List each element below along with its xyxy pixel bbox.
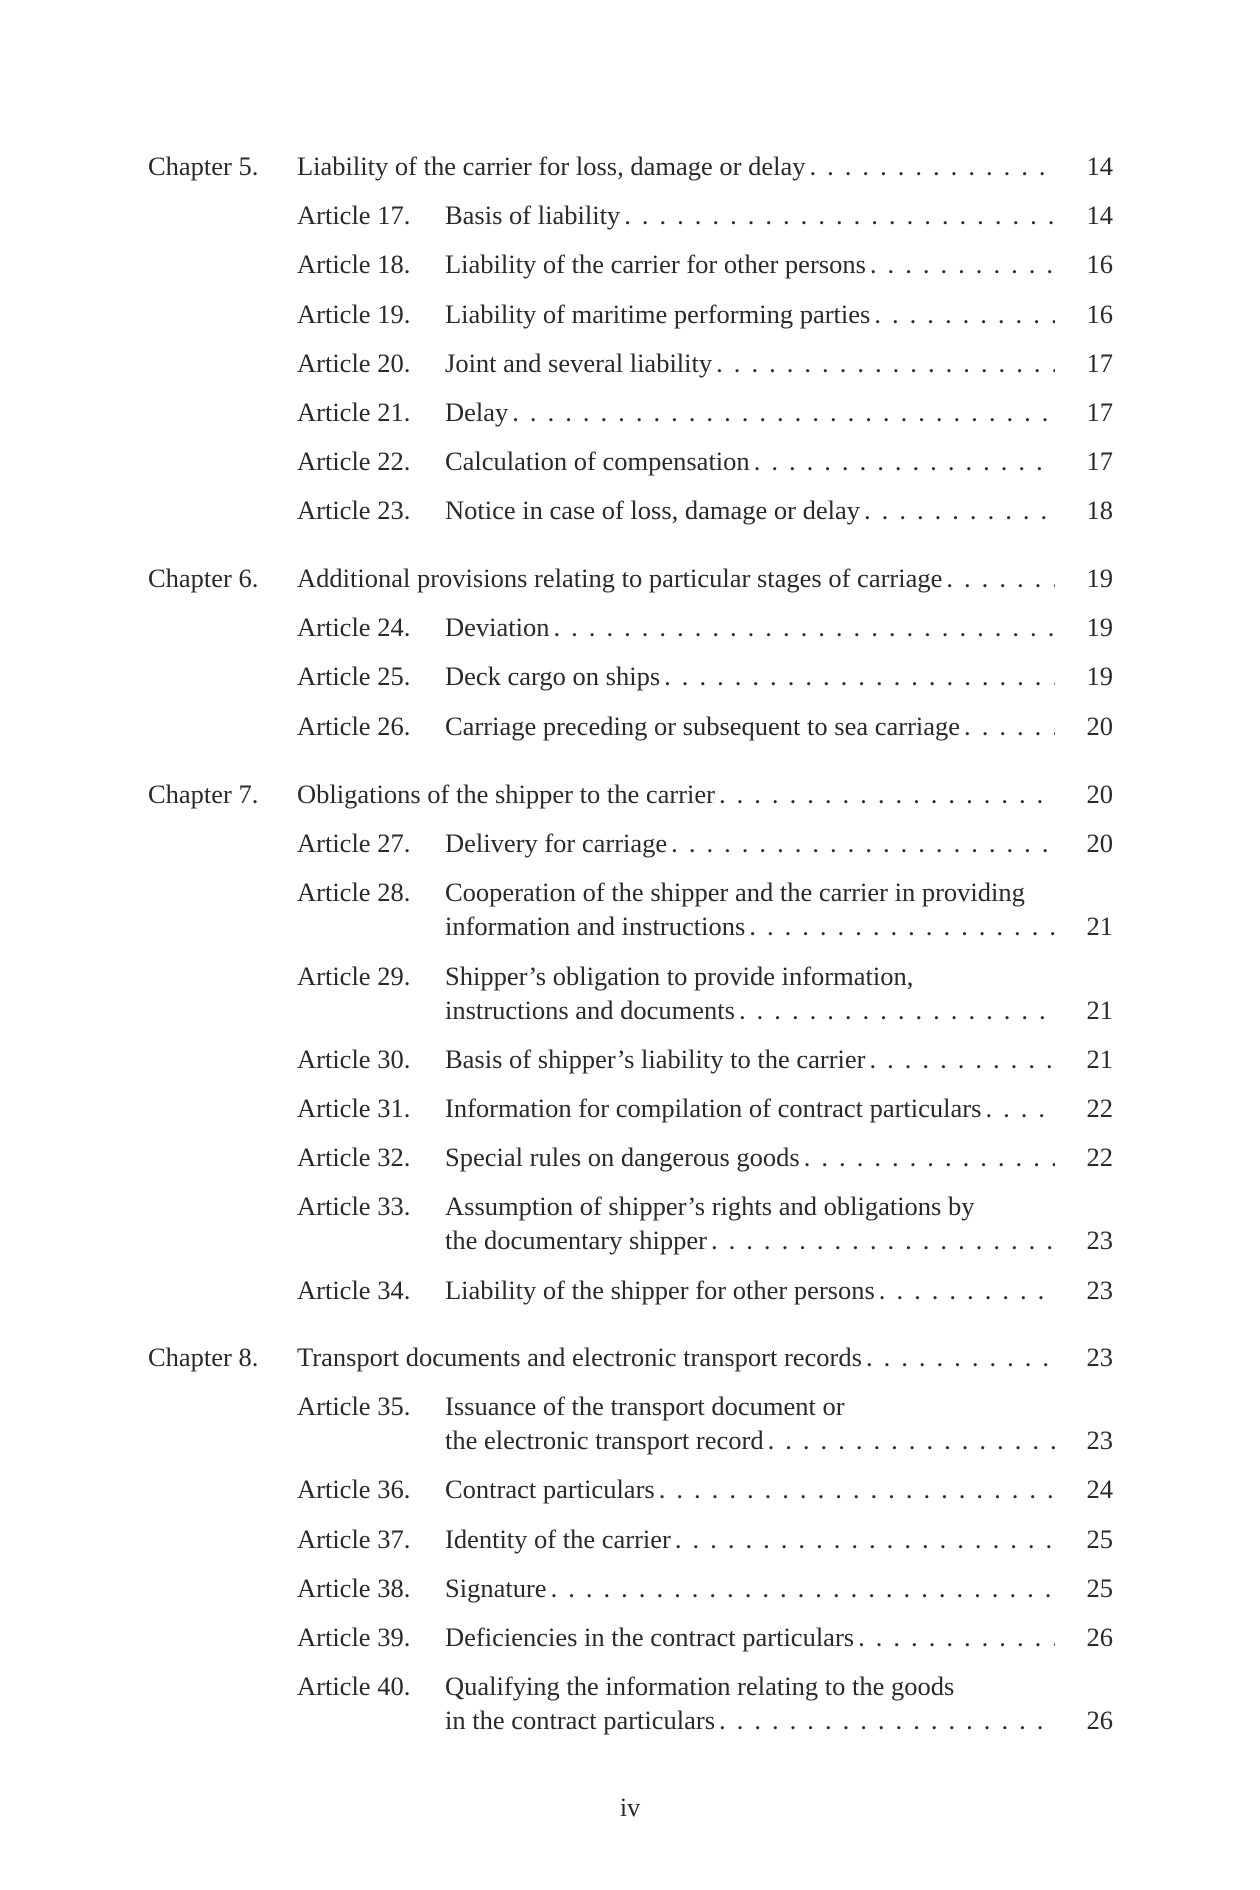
entry-title-block [445,493,1059,527]
page-ref: 25 [1086,1572,1113,1603]
entry-title: Notice in case of loss, damage or delay [445,495,861,526]
entry-title: Signature [445,1572,547,1603]
page-ref: 21 [1086,911,1113,942]
entry-title-line1: Qualifying the information relating to the goods [445,1671,955,1702]
article-entry[interactable] [0,346,1260,380]
article-entry[interactable] [0,297,1260,331]
article-entry[interactable] [0,1472,1260,1506]
page-ref: 19 [1086,563,1113,593]
article-label: Article 39. [297,1622,411,1652]
entry-title-block [445,198,1059,232]
article-entry[interactable] [0,1273,1260,1307]
page-ref: 16 [1086,249,1113,280]
entry-title: Identity of the carrier [445,1523,671,1554]
entry-title: Delay [445,397,509,427]
entry-title: Deck cargo on ships [445,661,661,692]
entry-title-block [445,659,1059,693]
page-ref: 14 [1086,200,1113,231]
entry-title: Transport documents and electronic transport records [297,1342,862,1372]
entry-title-block [445,1140,1059,1174]
entry-title-line2: the electronic transport record [445,1425,764,1456]
entry-title: Information for compilation of contract particulars [445,1093,982,1123]
article-label: Article 27. [297,828,411,859]
article-entry[interactable] [0,198,1260,232]
page-ref: 17 [1086,446,1113,477]
entry-title-block [445,875,1059,943]
article-entry[interactable] [0,1522,1260,1556]
entry-title-block [297,561,1059,595]
chapter-entry[interactable] [0,149,1260,183]
dot-leader [554,610,1056,644]
entry-title: Liability of the shipper for other persons [445,1274,875,1305]
dot-leader [768,1423,1055,1457]
dot-leader [964,709,1055,743]
article-label: Article 40. [297,1671,411,1702]
article-label: Article 17. [297,200,411,231]
chapter-label: Chapter 6. [148,563,259,593]
dot-leader [739,993,1055,1027]
dot-leader [659,1472,1055,1506]
entry-title: Obligations of the shipper to the carrier [297,779,715,809]
entry-title: Liability of the carrier for other persons [445,249,866,280]
article-entry[interactable] [0,610,1260,644]
entry-title-line1: Shipper’s obligation to provide information, [445,960,914,991]
article-label: Article 18. [297,249,411,280]
article-entry[interactable] [0,709,1260,743]
page-ref: 24 [1086,1474,1113,1505]
entry-title: Carriage preceding or subsequent to sea carriage [445,710,961,741]
entry-title: Deviation [445,612,550,643]
entry-title-block [445,1620,1059,1654]
entry-title: Contract particulars [445,1474,655,1505]
article-label: Article 24. [297,612,411,643]
entry-title-block [445,1273,1059,1307]
entry-title: Liability of maritime performing parties [445,298,871,329]
page-ref: 20 [1086,828,1113,859]
entry-title: Additional provisions relating to particular stages of carriage [297,563,943,593]
entry-title: Delivery for carriage [445,828,668,859]
page-ref: 17 [1086,397,1113,427]
entry-title: Basis of shipper’s liability to the carrier [445,1043,866,1074]
article-label: Article 33. [297,1191,411,1222]
page-ref: 23 [1086,1342,1113,1372]
article-entry[interactable] [0,395,1260,429]
article-label: Article 21. [297,397,411,427]
entry-title-line1: Issuance of the transport document or [445,1391,845,1422]
dot-leader [711,1223,1055,1257]
article-entry[interactable] [0,1620,1260,1654]
entry-title-block [445,1669,1059,1737]
article-entry[interactable] [0,1669,1260,1737]
dot-leader [624,198,1055,232]
entry-title-block [445,610,1059,644]
dot-leader [671,826,1055,860]
article-entry[interactable] [0,1571,1260,1605]
page-ref: 14 [1086,151,1113,181]
entry-title-line2: the documentary shipper [445,1225,707,1256]
article-entry[interactable] [0,1189,1260,1257]
page-ref: 22 [1086,1142,1113,1173]
page-ref: 18 [1086,495,1113,526]
article-label: Article 31. [297,1093,411,1123]
article-label: Article 34. [297,1274,411,1305]
article-entry[interactable] [0,959,1260,1027]
entry-title: Deficiencies in the contract particulars [445,1622,855,1652]
dot-leader [879,1273,1055,1307]
entry-title-block [445,709,1059,743]
entry-title-line1: Cooperation of the shipper and the carrier in providing [445,877,1025,908]
article-label: Article 30. [297,1043,411,1074]
dot-leader [716,346,1055,380]
page-ref: 26 [1086,1622,1113,1652]
article-entry[interactable] [0,1042,1260,1076]
entry-title-block [445,1189,1059,1257]
entry-title-block [297,149,1059,183]
page-ref: 19 [1086,612,1113,643]
entry-title-block [445,247,1059,281]
page-ref: 23 [1086,1225,1113,1256]
dot-leader [719,1703,1055,1737]
article-entry[interactable] [0,493,1260,527]
chapter-label: Chapter 7. [148,779,259,809]
dot-leader [864,493,1055,527]
page-ref: 17 [1086,347,1113,378]
article-entry[interactable] [0,247,1260,281]
entry-title: Basis of liability [445,200,621,231]
dot-leader [551,1571,1055,1605]
page-ref: 23 [1086,1274,1113,1305]
dot-leader [869,1042,1055,1076]
dot-leader [870,247,1055,281]
dot-leader [675,1522,1055,1556]
entry-title: Calculation of compensation [445,446,750,477]
page-ref: 21 [1086,994,1113,1025]
article-label: Article 35. [297,1391,411,1422]
chapter-entry[interactable] [0,1340,1260,1374]
article-label: Article 32. [297,1142,411,1173]
dot-leader [866,1340,1055,1374]
entry-title-block [445,297,1059,331]
entry-title-block [445,1571,1059,1605]
chapter-label: Chapter 5. [148,151,259,181]
article-label: Article 23. [297,495,411,526]
page-ref: 23 [1086,1425,1113,1456]
chapter-label: Chapter 8. [148,1342,259,1372]
dot-leader [874,297,1055,331]
dot-leader [754,444,1055,478]
page-ref: 26 [1086,1705,1113,1736]
article-label: Article 38. [297,1572,411,1603]
article-entry[interactable] [0,1091,1260,1125]
article-label: Article 19. [297,298,411,329]
entry-title-block [445,346,1059,380]
chapter-entry[interactable] [0,777,1260,811]
chapter-entry[interactable] [0,561,1260,595]
dot-leader [749,909,1055,943]
entry-title-line1: Assumption of shipper’s rights and obligations by [445,1191,975,1222]
dot-leader [985,1091,1055,1125]
article-label: Article 20. [297,347,411,378]
page-ref: 20 [1086,779,1113,809]
dot-leader [804,1140,1055,1174]
article-entry[interactable] [0,659,1260,693]
page-ref: 21 [1086,1043,1113,1074]
dot-leader [719,777,1055,811]
article-label: Article 37. [297,1523,411,1554]
article-entry[interactable] [0,444,1260,478]
article-entry[interactable] [0,826,1260,860]
page-ref: 25 [1086,1523,1113,1554]
article-label: Article 36. [297,1474,411,1505]
entry-title-block [445,1042,1059,1076]
page-ref: 20 [1086,710,1113,741]
article-entry[interactable] [0,875,1260,943]
entry-title: Joint and several liability [445,347,713,378]
article-label: Article 26. [297,710,411,741]
entry-title-line2: in the contract particulars [445,1705,716,1736]
article-entry[interactable] [0,1389,1260,1457]
entry-title-block [445,826,1059,860]
article-label: Article 25. [297,661,411,692]
entry-title: Liability of the carrier for loss, damage or delay [297,151,806,181]
article-entry[interactable] [0,1140,1260,1174]
entry-title-line2: information and instructions [445,911,746,942]
entry-title-block [445,1389,1059,1457]
article-label: Article 28. [297,877,411,908]
entry-title-block [445,395,1059,429]
entry-title-block [445,959,1059,1027]
entry-title-block [445,1472,1059,1506]
entry-title: Special rules on dangerous goods [445,1142,800,1173]
page-ref: 19 [1086,661,1113,692]
page-ref: 16 [1086,298,1113,329]
dot-leader [946,561,1055,595]
entry-title-block [445,1522,1059,1556]
entry-title-block [445,444,1059,478]
page-number: iv [619,1793,641,1822]
page-ref: 22 [1086,1093,1113,1123]
dot-leader [858,1620,1055,1654]
dot-leader [664,659,1055,693]
entry-title-line2: instructions and documents [445,994,735,1025]
entry-title-block [297,777,1059,811]
entry-title-block [297,1340,1059,1374]
entry-title-block [445,1091,1059,1125]
article-label: Article 29. [297,960,411,991]
dot-leader [809,149,1055,183]
dot-leader [512,395,1055,429]
article-label: Article 22. [297,446,411,477]
